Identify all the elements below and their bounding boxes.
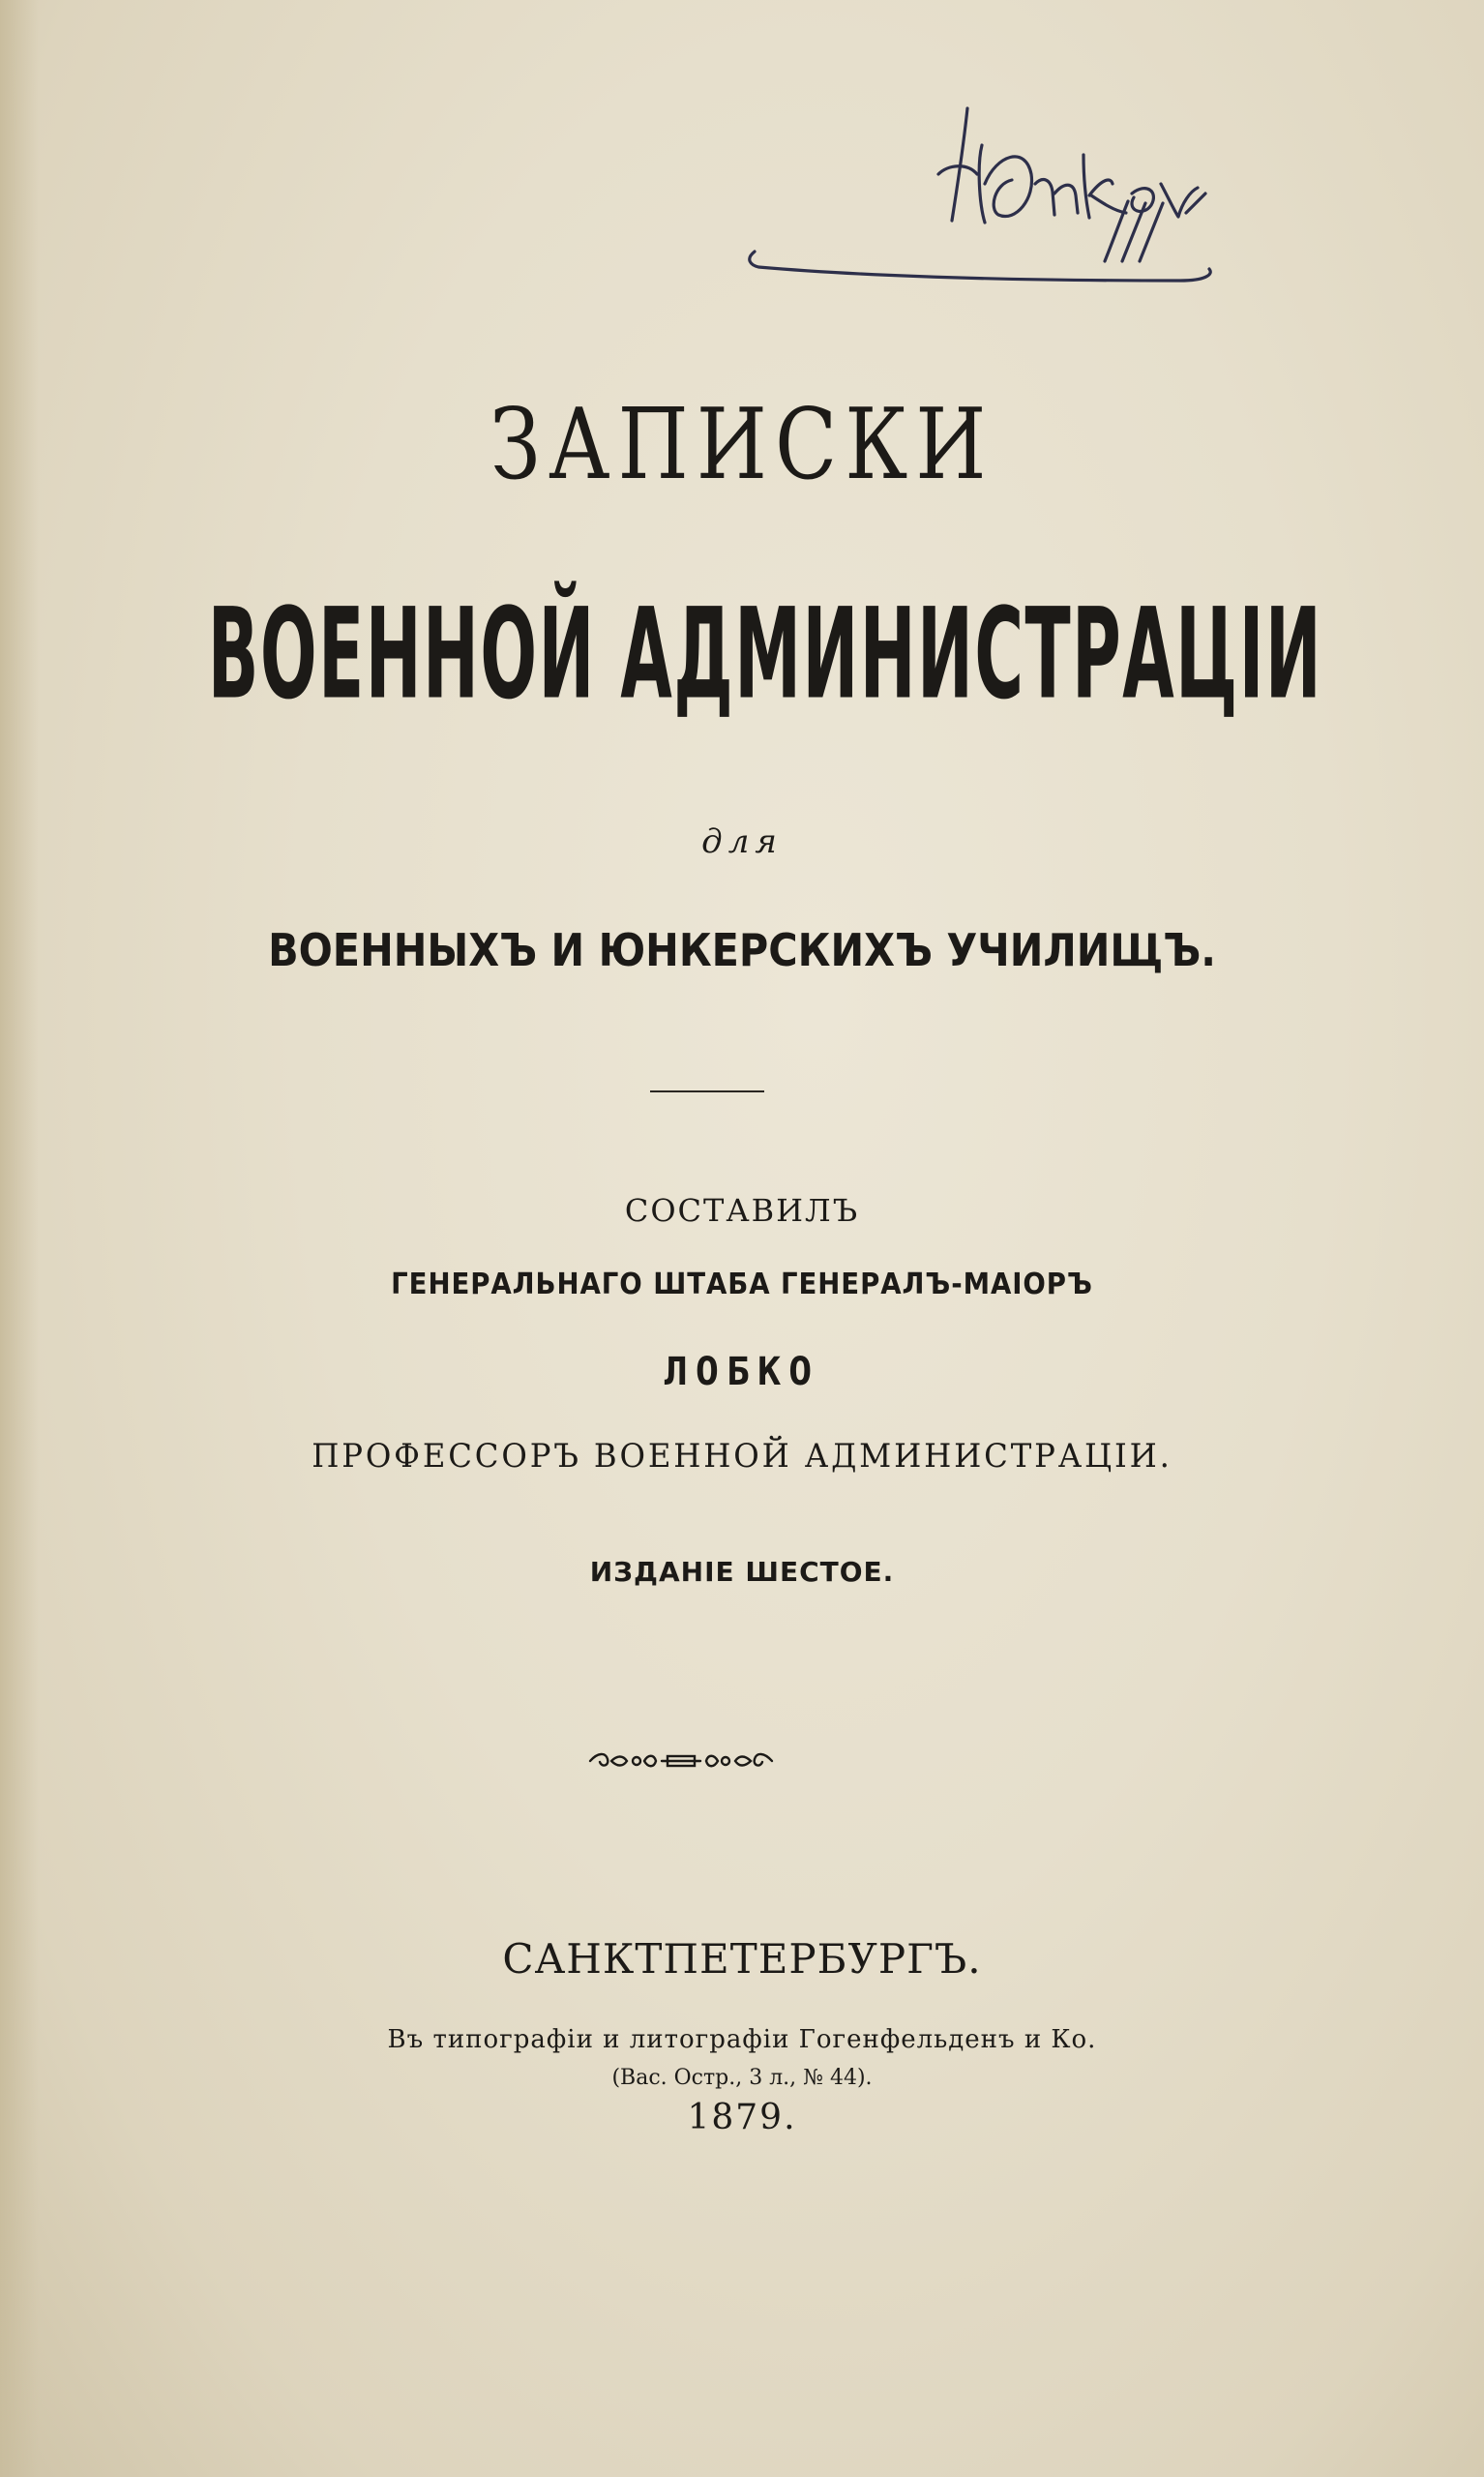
compiled-by: СОСТАВИЛЪ — [624, 1192, 860, 1229]
printer-address: (Вас. Остр., 3 л., № 44). — [611, 2066, 873, 2090]
publication-year: 1879. — [687, 2098, 797, 2137]
printer-line: Въ типографіи и литографіи Гогенфельденъ и Ко. — [387, 2025, 1097, 2054]
author-name: ЛОБКО — [664, 1350, 820, 1394]
for-word: для — [701, 822, 783, 861]
divider-rule — [650, 1090, 764, 1092]
handwritten-signature — [735, 87, 1238, 339]
author-rank: ГЕНЕРАЛЬНАГО ШТАБА ГЕНЕРАЛЪ-МАІОРЪ — [391, 1268, 1093, 1301]
author-position: ПРОФЕССОРЪ ВОЕННОЙ АДМИНИСТРАЦІИ. — [312, 1437, 1172, 1476]
title-line-2: ВОЕННОЙ АДМИНИСТРАЦІИ — [207, 581, 1323, 728]
schools-line: ВОЕННЫХЪ И ЮНКЕРСКИХЪ УЧИЛИЩЪ. — [268, 924, 1216, 976]
title-line-1: ЗАПИСКИ — [490, 387, 994, 501]
publication-city: САНКТПЕТЕРБУРГЪ. — [502, 1935, 982, 1983]
fleuron-divider-icon — [584, 1746, 778, 1776]
edition-label: ИЗДАНІЕ ШЕСТОЕ. — [589, 1556, 895, 1588]
